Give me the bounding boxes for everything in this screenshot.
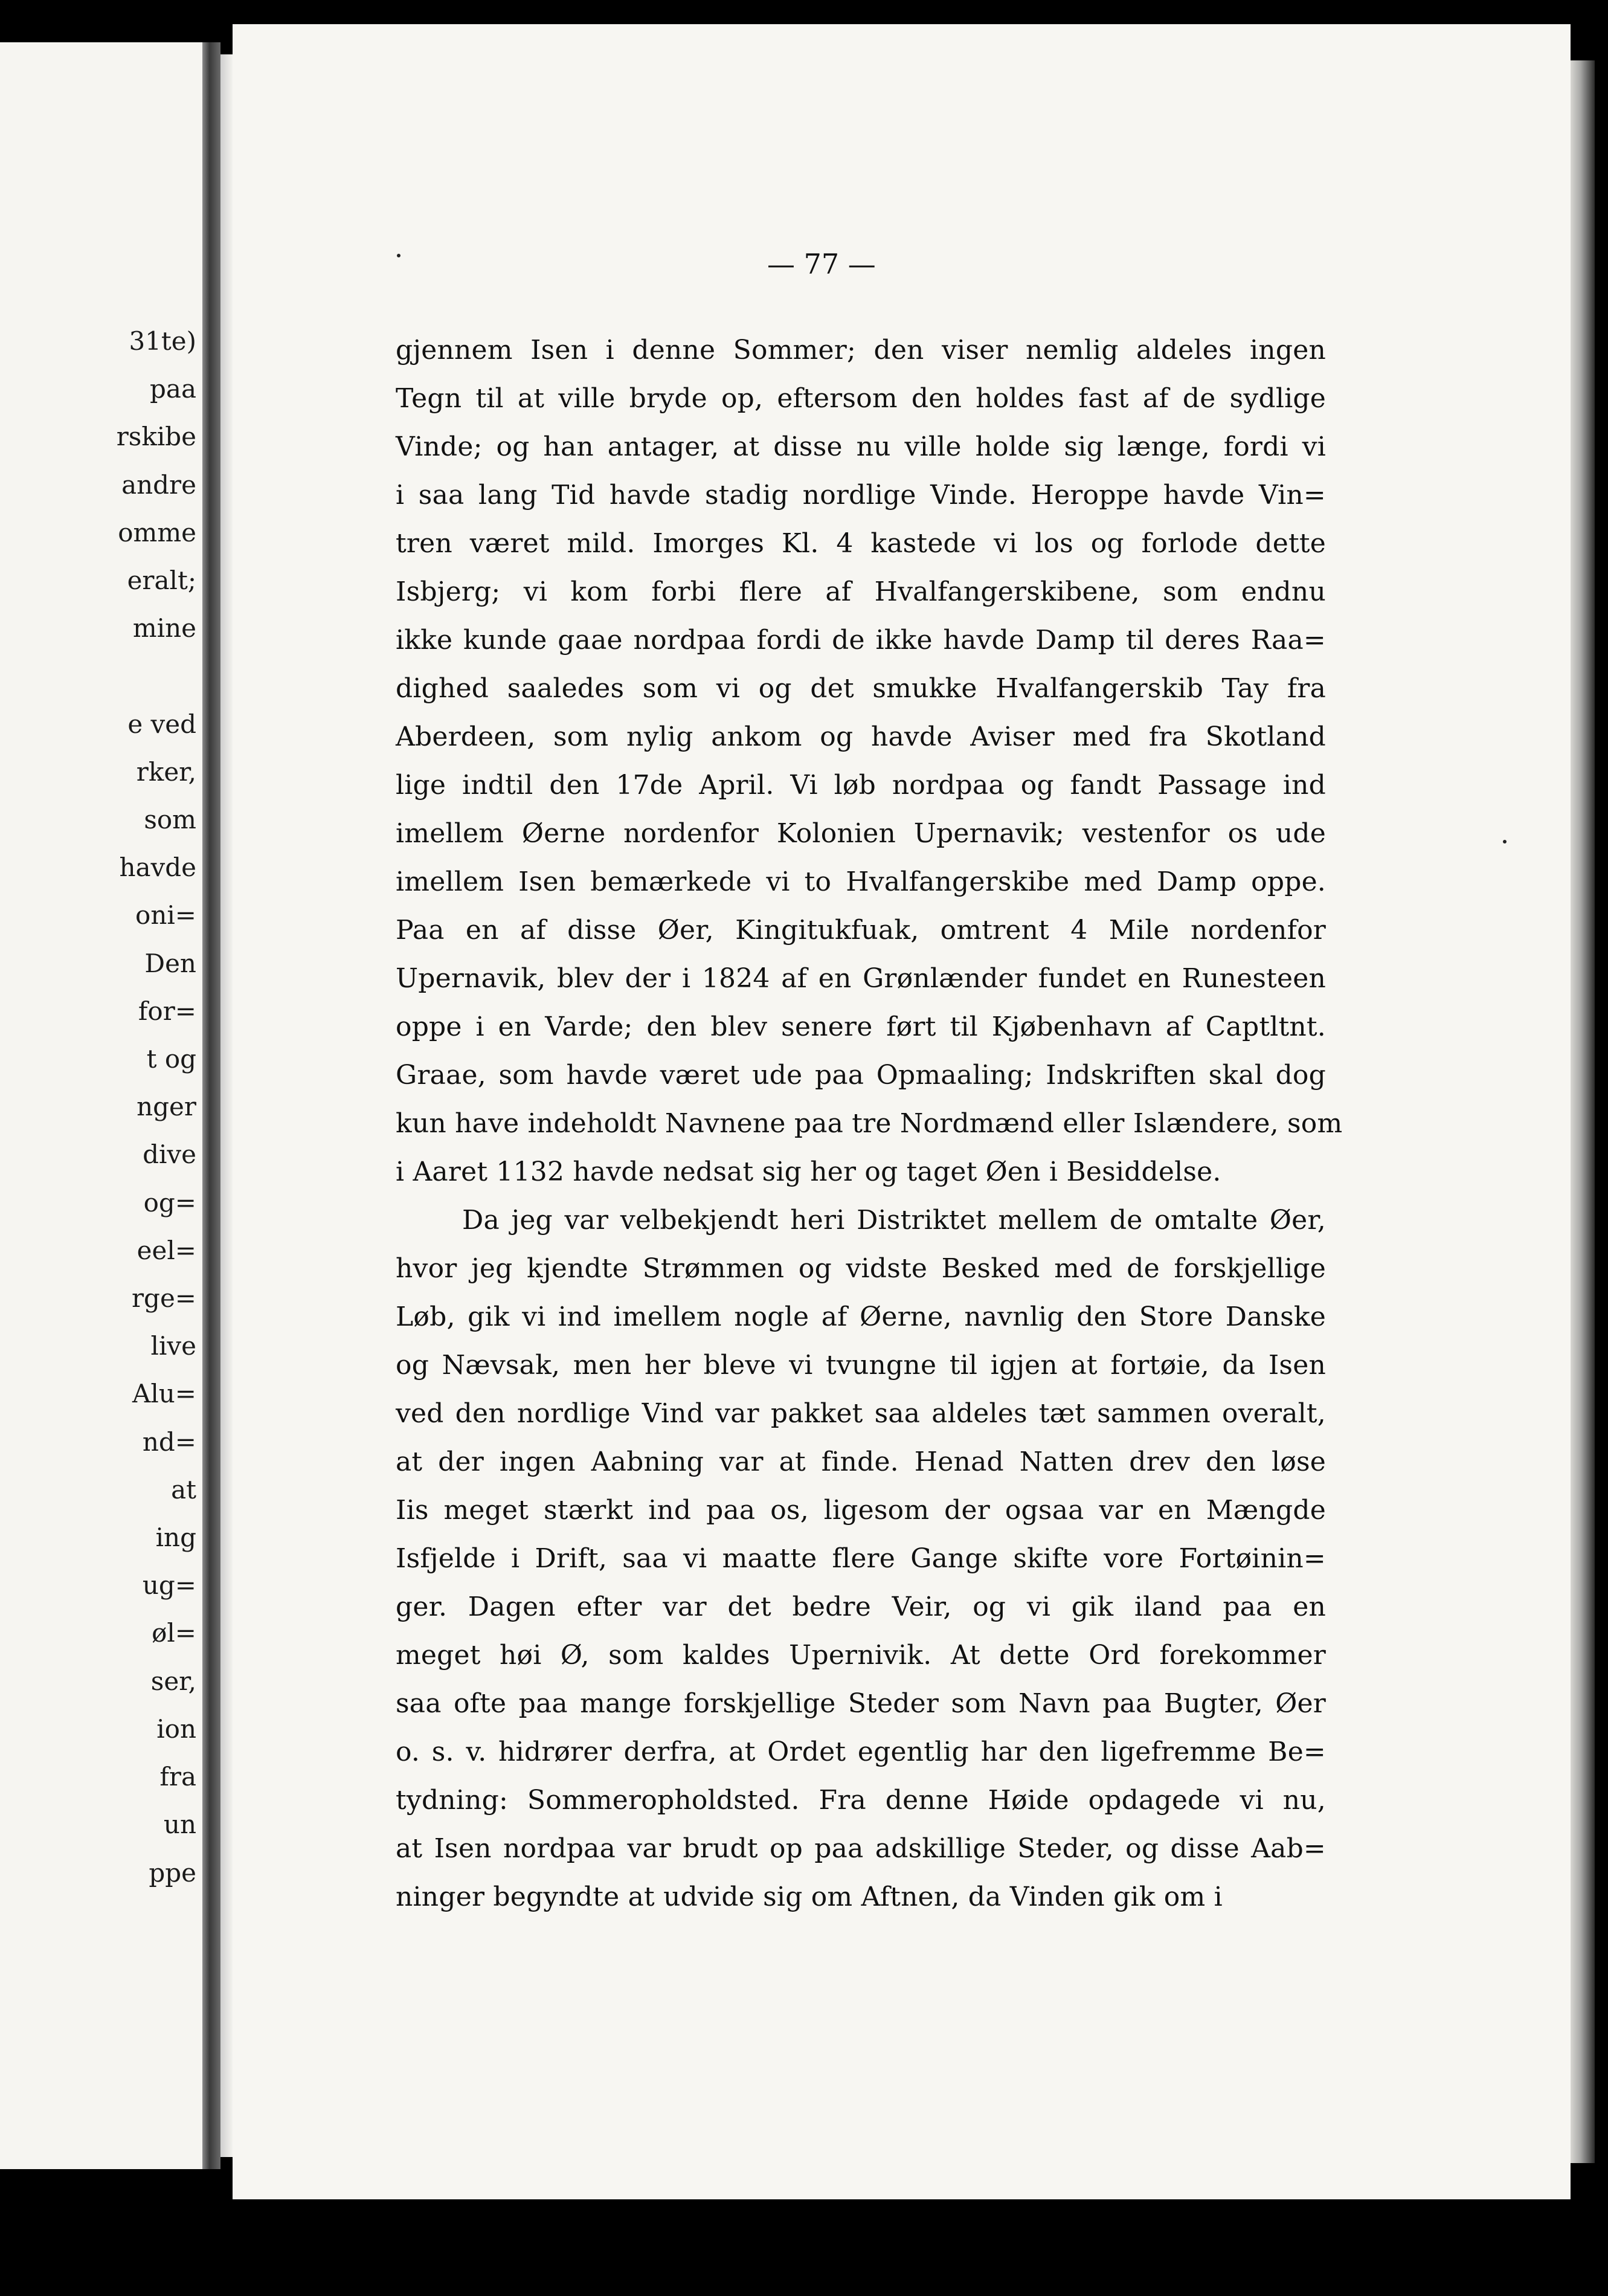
previous-page-fragment: rker, xyxy=(136,756,196,787)
ink-speck xyxy=(397,254,400,257)
text-line: Isfjelde i Drift, saa vi maatte flere Gange skifte vore Fortøinin= xyxy=(396,1543,1326,1574)
previous-page-fragment: un xyxy=(163,1810,196,1840)
book-gutter xyxy=(202,42,220,2169)
text-line: tren været mild. Imorges Kl. 4 kastede vi los og forlode dette xyxy=(396,528,1326,559)
text-line: ikke kunde gaae nordpaa fordi de ikke havde Damp til deres Raa= xyxy=(396,625,1326,656)
text-line: og Nævsak, men her bleve vi tvungne til igjen at fortøie, da Isen xyxy=(396,1350,1326,1381)
text-line: imellem Øerne nordenfor Kolonien Upernavik; vestenfor os ude xyxy=(396,818,1326,849)
gutter-shade xyxy=(220,54,233,2157)
previous-page-fragment: som xyxy=(144,805,196,835)
previous-page-fragment: rskibe xyxy=(116,422,196,452)
previous-page-fragment: nger xyxy=(137,1092,196,1122)
previous-page-fragment: ug= xyxy=(142,1570,196,1601)
text-line: lige indtil den 17de April. Vi løb nordpaa og fandt Passage ind xyxy=(396,770,1326,801)
previous-page-fragment: t og xyxy=(146,1044,196,1074)
page-number: — 77 — xyxy=(767,248,876,280)
text-line: dighed saaledes som vi og det smukke Hvalfangerskib Tay fra xyxy=(396,673,1326,704)
text-line: at Isen nordpaa var brudt op paa adskillige Steder, og disse Aab= xyxy=(396,1833,1326,1864)
text-line: ger. Dagen efter var det bedre Veir, og vi gik iland paa en xyxy=(396,1591,1326,1622)
previous-page-fragment: øl= xyxy=(152,1618,196,1648)
previous-page-fragment: eel= xyxy=(137,1235,196,1265)
text-line: Aberdeen, som nylig ankom og havde Aviser med fra Skotland xyxy=(396,721,1326,752)
previous-page-fragment: havde xyxy=(119,853,196,883)
text-line: ninger begyndte at udvide sig om Aftnen, da Vinden gik om i xyxy=(396,1882,1223,1912)
text-line: i saa lang Tid havde stadig nordlige Vinde. Heroppe havde Vin= xyxy=(396,480,1326,511)
text-line: Løb, gik vi ind imellem nogle af Øerne, navnlig den Store Danske xyxy=(396,1301,1326,1332)
text-line: i Aaret 1132 havde nedsat sig her og taget Øen i Besiddelse. xyxy=(396,1156,1221,1187)
text-line: oppe i en Varde; den blev senere ført til Kjøbenhavn af Captltnt. xyxy=(396,1011,1326,1042)
text-line: kun have indeholdt Navnene paa tre Nordmænd eller Islændere, som xyxy=(396,1108,1343,1139)
previous-page-fragment: Alu= xyxy=(132,1379,196,1409)
previous-page-fragment: oni= xyxy=(135,900,196,930)
previous-page-fragment: andre xyxy=(121,469,196,500)
previous-page-fragment: Den xyxy=(144,948,196,978)
previous-page-edge xyxy=(0,42,202,2169)
previous-page-fragment: 31te) xyxy=(129,326,196,356)
text-line: imellem Isen bemærkede vi to Hvalfangerskibe med Damp oppe. xyxy=(396,866,1326,897)
text-line: Graae, som havde været ude paa Opmaaling; Indskriften skal dog xyxy=(396,1060,1326,1091)
text-line: meget høi Ø, som kaldes Upernivik. At dette Ord forekommer xyxy=(396,1640,1326,1671)
previous-page-fragment: live xyxy=(150,1331,196,1361)
previous-page-text-fragments xyxy=(117,317,196,1897)
previous-page-fragment: mine xyxy=(132,613,196,643)
previous-page-fragment: for= xyxy=(138,996,196,1026)
previous-page-fragment: paa xyxy=(150,374,196,404)
page-body-text xyxy=(396,326,1343,1921)
text-line: ved den nordlige Vind var pakket saa aldeles tæt sammen overalt, xyxy=(396,1398,1326,1429)
text-line: gjennem Isen i denne Sommer; den viser nemlig aldeles ingen xyxy=(396,335,1326,366)
ink-speck xyxy=(1503,840,1507,843)
previous-page-fragment: ppe xyxy=(149,1857,196,1888)
previous-page-fragment: ser, xyxy=(150,1666,196,1696)
previous-page-fragment: nd= xyxy=(142,1427,196,1457)
previous-page-fragment: ing xyxy=(155,1523,196,1553)
text-line: at der ingen Aabning var at finde. Henad Natten drev den løse xyxy=(396,1446,1326,1477)
text-line: Da jeg var velbekjendt heri Distriktet mellem de omtalte Øer, xyxy=(462,1205,1326,1236)
previous-page-fragment: rge= xyxy=(131,1283,196,1314)
text-line: Tegn til at ville bryde op, eftersom den holdes fast af de sydlige xyxy=(396,383,1326,414)
previous-page-fragment xyxy=(117,652,196,700)
page-edge-shadow xyxy=(1571,60,1595,2163)
previous-page-fragment: eralt; xyxy=(127,566,196,596)
previous-page-fragment: dive xyxy=(143,1140,196,1170)
previous-page-fragment: og= xyxy=(143,1187,196,1217)
previous-page-fragment: fra xyxy=(159,1762,196,1792)
text-line: saa ofte paa mange forskjellige Steder som Navn paa Bugter, Øer xyxy=(396,1688,1326,1719)
text-line: hvor jeg kjendte Strømmen og vidste Besked med de forskjellige xyxy=(396,1253,1326,1284)
previous-page-fragment: at xyxy=(171,1474,196,1504)
previous-page-fragment: omme xyxy=(118,517,196,547)
previous-page-fragment: ion xyxy=(156,1714,196,1744)
text-line: Paa en af disse Øer, Kingitukfuak, omtrent 4 Mile nordenfor xyxy=(396,915,1326,946)
text-line: Isbjerg; vi kom forbi flere af Hvalfangerskibene, som endnu xyxy=(396,576,1326,607)
text-line: Iis meget stærkt ind paa os, ligesom der ogsaa var en Mængde xyxy=(396,1495,1326,1526)
text-line: o. s. v. hidrører derfra, at Ordet egentlig har den ligefremme Be= xyxy=(396,1737,1326,1767)
text-line: tydning: Sommeropholdsted. Fra denne Høide opdagede vi nu, xyxy=(396,1785,1326,1816)
text-line: Vinde; og han antager, at disse nu ville holde sig længe, fordi vi xyxy=(396,431,1326,462)
previous-page-fragment: e ved xyxy=(127,709,196,739)
text-line: Upernavik, blev der i 1824 af en Grønlænder fundet en Runesteen xyxy=(396,963,1326,994)
